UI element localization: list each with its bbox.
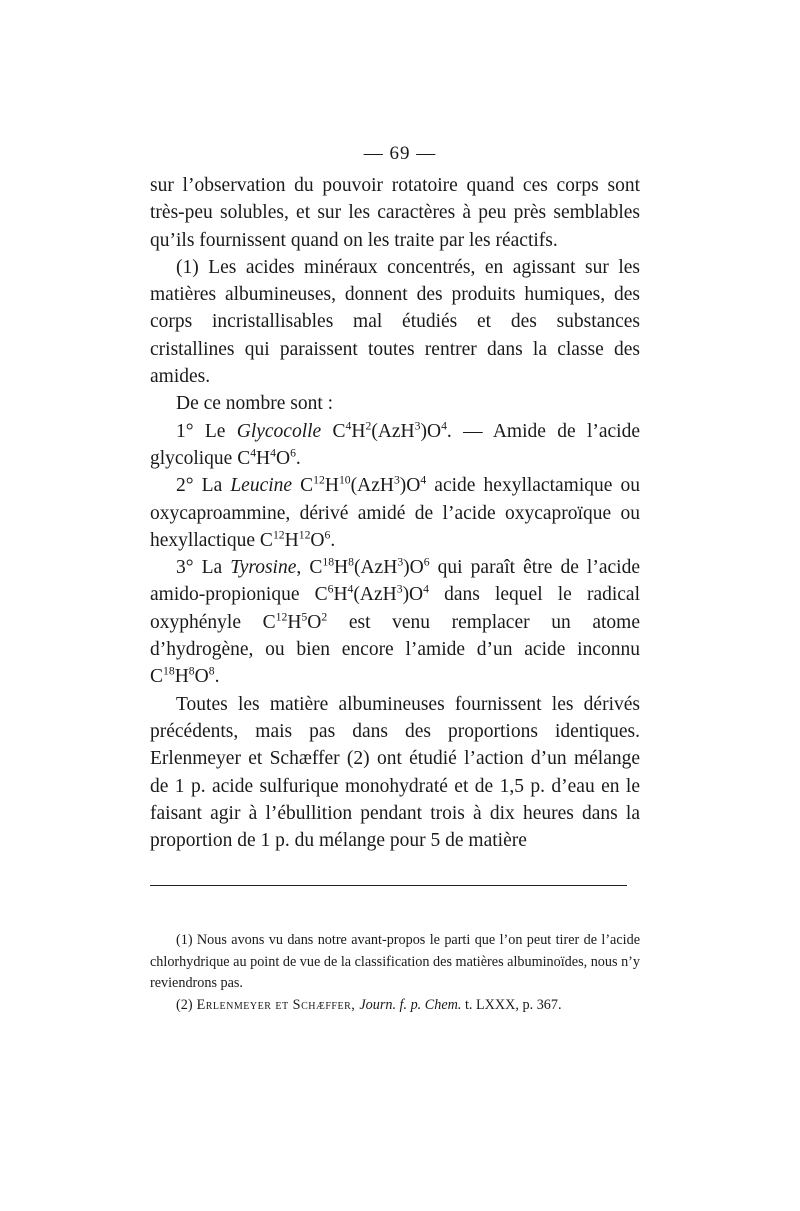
compound-name: Tyrosine [230, 557, 297, 579]
page-number: — 69 — [363, 143, 437, 164]
item-article: Le [193, 420, 237, 442]
paragraph-mineral-acids [150, 254, 640, 390]
body-text [150, 172, 640, 854]
formula: $^{12}H^5O^2$ [275, 610, 328, 633]
formula: $^6H^4(AzH^3)O^4$ [327, 582, 429, 606]
item-text: . — Amide de l’acide glycolique C [150, 420, 640, 469]
footnote-text: Nous avons vu dans notre avant-propos le parti que l’on peut tirer de l’acide chlorhydrique au point de vue de la classification des matières albuminoïdes, nous n’y reviendrons pas. [150, 932, 640, 991]
footnote-number: (1) [176, 932, 193, 948]
item-text: dans lequel le radical oxyphényle C [150, 584, 640, 633]
paragraph-continuation: sur l’observation du pouvoir rotatoire quand ces corps sont très-peu solubles, et sur les caractères à peu près semblables qu’ils fournissent quand on les traite par les réactifs. [150, 175, 640, 251]
formula: $C^{12}H^{10}(AzH^3)O^4$ [292, 473, 427, 497]
formula: $^4H^4O^6$ [250, 446, 296, 469]
item-article: La [193, 475, 231, 497]
paragraph-text: ont étudié l’action d’un mélange de 1 p. acide sulfurique monohydraté et de 1,5 p. d’eau en le faisant agir à l’ébullition pendant trois à dix heures dans la proportion de 1 p. du mélange pour 5 de matière [150, 748, 641, 852]
item-text: qui paraît être de l’acide amido-propionique C [150, 557, 640, 606]
formula: $^{12}H^{12}O^6$ [272, 528, 331, 551]
list-item-glycocolle: 1° Le Glycocolle $C^4H^2(AzH^3)O^4$. — Amide de l’acide glycolique $C^4H^4O^6$. [150, 419, 640, 469]
formula: $C^4H^2(AzH^3)O^4$ [321, 419, 447, 442]
item-number: 2° [176, 475, 194, 497]
item-text: acide hexyllactamique ou oxycaproammine, dérivé amidé de l’acide oxycaproïque ou hexyllactique C [150, 475, 640, 551]
footnote-2 [150, 995, 640, 1017]
compound-name: Glycocolle [236, 420, 322, 442]
paragraph-text: Les acides minéraux concentrés, en agissant sur les matières albumineuses, donnent des produits humiques, des corps incristallisables mal étudiés et des substances cristallines qui paraissent toutes rentrer dans la classe des amides. [150, 256, 640, 388]
formula: $^{18}H^8O^8$ [163, 664, 215, 688]
item-article: La [193, 557, 231, 579]
footnote-marker-2: (2) [346, 748, 370, 770]
footnote-1 [150, 930, 640, 995]
item-number: 1° [176, 420, 194, 442]
footnote-number: (2) [176, 996, 193, 1013]
list-item-leucine: 2° La Leucine $C^{12}H^{10}(AzH^3)O^4$ acide hexyllactamique ou oxycaproammine, dérivé amidé de l’acide oxycaproïque ou hexyllactique $C^{12}H^{12}O^6$. [150, 473, 640, 551]
paragraph-list-intro: De ce nombre sont : [176, 393, 334, 415]
compound-name: Leucine [230, 475, 293, 497]
footnote-journal: Journ. f. p. Chem. [359, 996, 462, 1013]
footnote-divider [150, 885, 627, 886]
item-text: est venu remplacer un atome d’hydrogène, ou bien encore l’amide d’un acide inconnu C [150, 611, 641, 688]
footnote-marker-1: (1) [176, 256, 199, 278]
paragraph-erlenmeyer [150, 691, 640, 855]
footnotes [150, 930, 640, 1016]
paragraph-text: Toutes les matière albumineuses fournissent les dérivés précédents, mais pas dans des proportions identiques. Erlenmeyer et Schæffer [150, 693, 640, 770]
list-item-tyrosine: 3° La Tyrosine, $C^{18}H^8(AzH^3)O^6$ qui paraît être de l’acide amido-propionique $C^6H^4(AzH^3)O^4$ dans lequel le radical oxyphényle $C^{12}H^5O^2$ est venu remplacer un atome d’hydrogène, ou bien encore l’amide d’un acide inconnu $C^{18}H^8O^8$. [150, 555, 641, 688]
formula: , $C^{18}H^8(AzH^3)O^6$ [296, 555, 430, 579]
footnote-authors: Erlenmeyer et Schæffer, [192, 996, 360, 1013]
footnote-reference: t. LXXX, p. 367. [461, 996, 562, 1013]
item-number: 3° [176, 557, 194, 579]
